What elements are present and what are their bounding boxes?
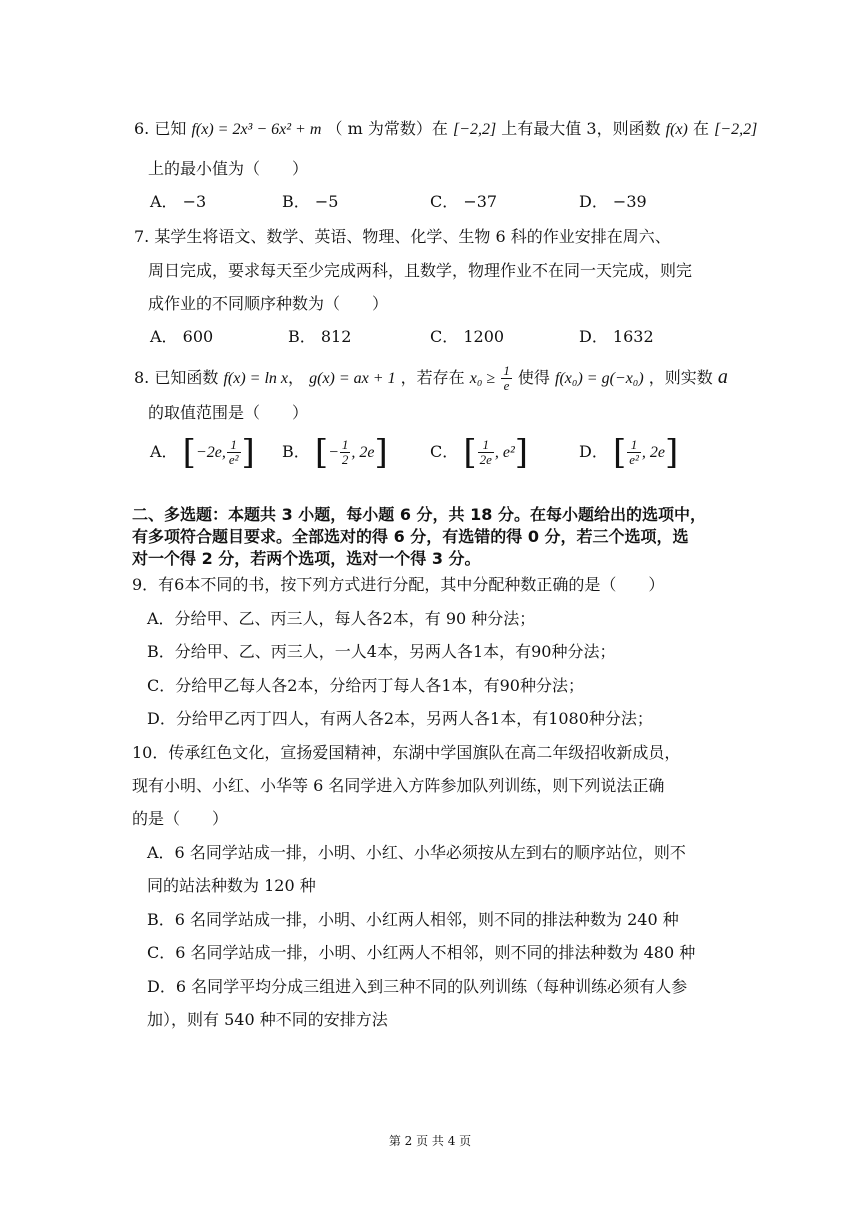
q10-line2: 现有小明、小红、小华等 6 名同学进入方阵参加队列训练，则下列说法正确: [132, 776, 665, 795]
q8-option-c: [430, 434, 528, 471]
q8-opt-a-frac: [227, 438, 241, 467]
q6-line2: 上的最小值为（ ）: [148, 159, 309, 178]
q8-g: g(x) = ax + 1: [309, 370, 396, 387]
q8-option-a: [150, 434, 255, 471]
q6-option-c: C． −37: [430, 192, 498, 211]
right-bracket-icon: ]: [374, 432, 388, 473]
q8-fraction: [501, 364, 512, 393]
q8-opt-a-label: A．: [150, 442, 178, 461]
q10-line1: 10．传承红色文化，宣扬爱国精神，东湖中学国旗队在高二年级招收新成员，: [132, 743, 681, 762]
q6-option-a: A． −3: [150, 192, 207, 211]
q10-line3: 的是（ ）: [132, 809, 229, 828]
q8-option-d: [579, 434, 678, 471]
q8-cond2: 使得: [517, 368, 550, 387]
q8-opt-c-den: 2e: [479, 452, 492, 467]
q8-opt-b-right: , 2e: [351, 444, 375, 461]
q8-cond: ，若存在: [400, 368, 465, 387]
q8-a: a: [717, 366, 728, 388]
q6-line1: [134, 118, 757, 141]
q6-fx: f(x): [665, 121, 688, 138]
q8-frac-den: e: [503, 378, 510, 393]
q8-opt-c-label: C．: [430, 442, 459, 461]
left-bracket-icon: [: [612, 432, 627, 473]
q8-opt-d-frac: [627, 438, 641, 467]
q8-opt-d-den: e²: [629, 452, 639, 467]
q8-f: f(x) = ln x: [223, 370, 288, 387]
q6-in: 在: [692, 119, 709, 138]
q7-line1: 7. 某学生将语文、数学、英语、物理、化学、生物 6 科的作业安排在周六、: [134, 227, 671, 246]
q8-opt-d-label: D．: [579, 442, 608, 461]
q8-opt-b-left: −: [328, 444, 339, 461]
q8-line1: [134, 362, 728, 394]
q6-prefix: 6. 已知: [134, 119, 187, 138]
section2-line3: 对一个得 2 分，若两个选项，选对一个得 3 分。: [132, 549, 481, 568]
q6-option-d: D． −39: [579, 192, 647, 211]
q8-opt-b-num: 1: [341, 437, 349, 452]
q10-option-a-line2: 同的站法种数为 120 种: [147, 876, 316, 895]
q10-option-a-line1: A．6 名同学站成一排，小明、小红、小华必须按从左到右的顺序站位，则不: [147, 843, 686, 862]
q8-opt-b-frac: [340, 438, 351, 467]
q9-option-a: A．分给甲、乙、丙三人，每人各2本，有 90 种分法；: [147, 609, 536, 628]
q8-opt-c-num: 1: [478, 438, 494, 453]
section2-line1: 二、多选题：本题共 3 小题，每小题 6 分，共 18 分。在每小题给出的选项中，: [132, 505, 706, 524]
page-footer: 第 2 页 共 4 页: [388, 1134, 472, 1148]
q8-opt-d-num: 1: [627, 438, 641, 453]
q8-opt-b-den: 2: [341, 452, 349, 467]
q9-option-c: C．分给甲乙每人各2本，分给丙丁每人各1本，有90种分法；: [147, 676, 584, 695]
q8-opt-a-den: e²: [228, 452, 239, 467]
q9-line1: 9．有6本不同的书，按下列方式进行分配，其中分配种数正确的是（ ）: [132, 575, 665, 594]
q7-option-d: D． 1632: [579, 327, 654, 346]
q8-opt-c-right: , e²: [494, 444, 515, 461]
q6-function: f(x) = 2x³ − 6x² + m: [191, 121, 322, 138]
q8-opt-d-right: , 2e: [641, 444, 665, 461]
q7-option-a: A． 600: [150, 327, 214, 346]
q10-option-b: B．6 名同学站成一排，小明、小红两人相邻，则不同的排法种数为 240 种: [147, 910, 679, 929]
q6-interval2: [−2,2]: [714, 121, 758, 138]
q8-opt-b-label: B．: [282, 442, 310, 461]
q10-option-d-line1: D．6 名同学平均分成三组进入到三种不同的队列训练（每种训练必须有人参: [147, 977, 688, 996]
q6-option-b: B． −5: [282, 192, 339, 211]
q7-line2: 周日完成，要求每天至少完成两科，且数学，物理作业不在同一天完成，则完: [148, 261, 693, 280]
q7-line3: 成作业的不同顺序种数为（ ）: [148, 294, 389, 313]
q7-option-b: B． 812: [288, 327, 352, 346]
q6-interval: [−2,2]: [452, 121, 497, 138]
q6-mid: 上有最大值 3，则函数: [501, 119, 661, 138]
q8-prefix: 8. 已知函数: [134, 368, 219, 387]
left-bracket-icon: [: [463, 432, 477, 473]
q9-option-d: D．分给甲乙丙丁四人，有两人各2本，另两人各1本，有1080种分法；: [147, 709, 653, 728]
left-bracket-icon: [: [182, 432, 196, 473]
q6-m-note: （ m 为常数）在: [326, 119, 448, 138]
q8-frac-num: 1: [503, 363, 510, 378]
q7-option-c: C． 1200: [430, 327, 505, 346]
right-bracket-icon: ]: [664, 432, 679, 473]
q8-line2: 的取值范围是（ ）: [148, 403, 309, 422]
q9-option-b: B．分给甲、乙、丙三人，一人4本，另两人各1本，有90种分法；: [147, 642, 616, 661]
q8-eq: f(x₀) = g(−x₀): [555, 370, 644, 387]
q8-tail: ，则实数: [648, 368, 713, 387]
q8-opt-a-num: 1: [227, 438, 241, 453]
q8-opt-a-left: −2e,: [195, 444, 226, 461]
q8-sep: ，: [288, 368, 305, 387]
left-bracket-icon: [: [314, 432, 329, 473]
q8-option-b: [282, 434, 388, 471]
section2-line2: 有多项符合题目要求。全部选对的得 6 分，有选错的得 0 分，若三个选项，选: [132, 527, 689, 546]
q8-x0: x₀ ≥: [469, 370, 496, 387]
q10-option-c: C．6 名同学站成一排，小明、小红两人不相邻，则不同的排法种数为 480 种: [147, 943, 696, 962]
right-bracket-icon: ]: [241, 432, 255, 473]
q8-opt-c-frac: [478, 438, 494, 467]
q10-option-d-line2: 加），则有 540 种不同的安排方法: [147, 1010, 388, 1029]
right-bracket-icon: ]: [514, 432, 529, 473]
